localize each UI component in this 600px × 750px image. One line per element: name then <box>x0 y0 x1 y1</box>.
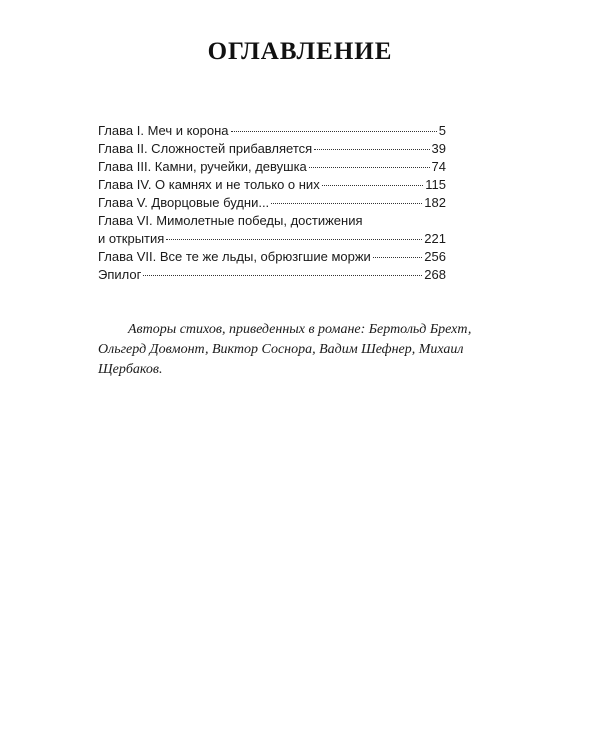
dot-leader <box>231 131 437 132</box>
dot-leader <box>322 185 424 186</box>
toc-entry-chapter-3 <box>98 158 446 176</box>
toc-entry-chapter-4 <box>98 176 446 194</box>
toc-entry-label: Глава II. Сложностей прибавляется <box>98 141 313 156</box>
dot-leader <box>166 239 422 240</box>
toc-entry-label: Глава I. Меч и корона <box>98 123 229 138</box>
toc-entry-label: Глава IV. О камнях и не только о них <box>98 177 320 192</box>
dot-leader <box>373 257 422 258</box>
toc-entry-page: 268 <box>424 267 446 282</box>
note-text: Авторы стихов, приведенных в романе: Бертольд Брехт, Ольгерд Довмонт, Виктор Соснора, Вадим Шефнер, Михаил Щербаков. <box>98 322 472 377</box>
toc-entry-label: Глава VII. Все те же льды, обрюзгшие моржи <box>98 249 371 264</box>
toc-entry-page: 115 <box>425 177 446 192</box>
toc-entry-chapter-5 <box>98 194 446 212</box>
toc-entry-chapter-6-line-2 <box>98 230 446 248</box>
toc-entry-epilogue <box>98 266 446 284</box>
toc-entry-chapter-6-line-1 <box>98 212 446 230</box>
toc-entry-label: Глава VI. Мимолетные победы, достижения <box>98 213 363 228</box>
table-of-contents <box>98 122 446 284</box>
toc-entry-label: Эпилог <box>98 267 142 282</box>
toc-entry-chapter-1 <box>98 122 446 140</box>
page-title: ОГЛАВЛЕНИЕ <box>207 38 393 65</box>
poem-authors-note <box>98 320 498 380</box>
toc-entry-label: Глава III. Камни, ручейки, девушка <box>98 159 307 174</box>
toc-entry-page: 5 <box>438 123 446 138</box>
toc-entry-page: 39 <box>431 141 446 156</box>
toc-entry-chapter-7 <box>98 248 446 266</box>
toc-entry-page: 74 <box>431 159 446 174</box>
toc-entry-page: 182 <box>424 195 446 210</box>
dot-leader <box>271 203 422 204</box>
toc-entry-label: Глава V. Дворцовые будни... <box>98 195 270 210</box>
dot-leader <box>143 275 422 276</box>
toc-entry-chapter-2 <box>98 140 446 158</box>
toc-entry-page: 256 <box>424 249 446 264</box>
toc-entry-page: 221 <box>424 231 446 246</box>
dot-leader <box>309 167 430 168</box>
toc-entry-label: и открытия <box>98 231 165 246</box>
dot-leader <box>314 149 429 150</box>
